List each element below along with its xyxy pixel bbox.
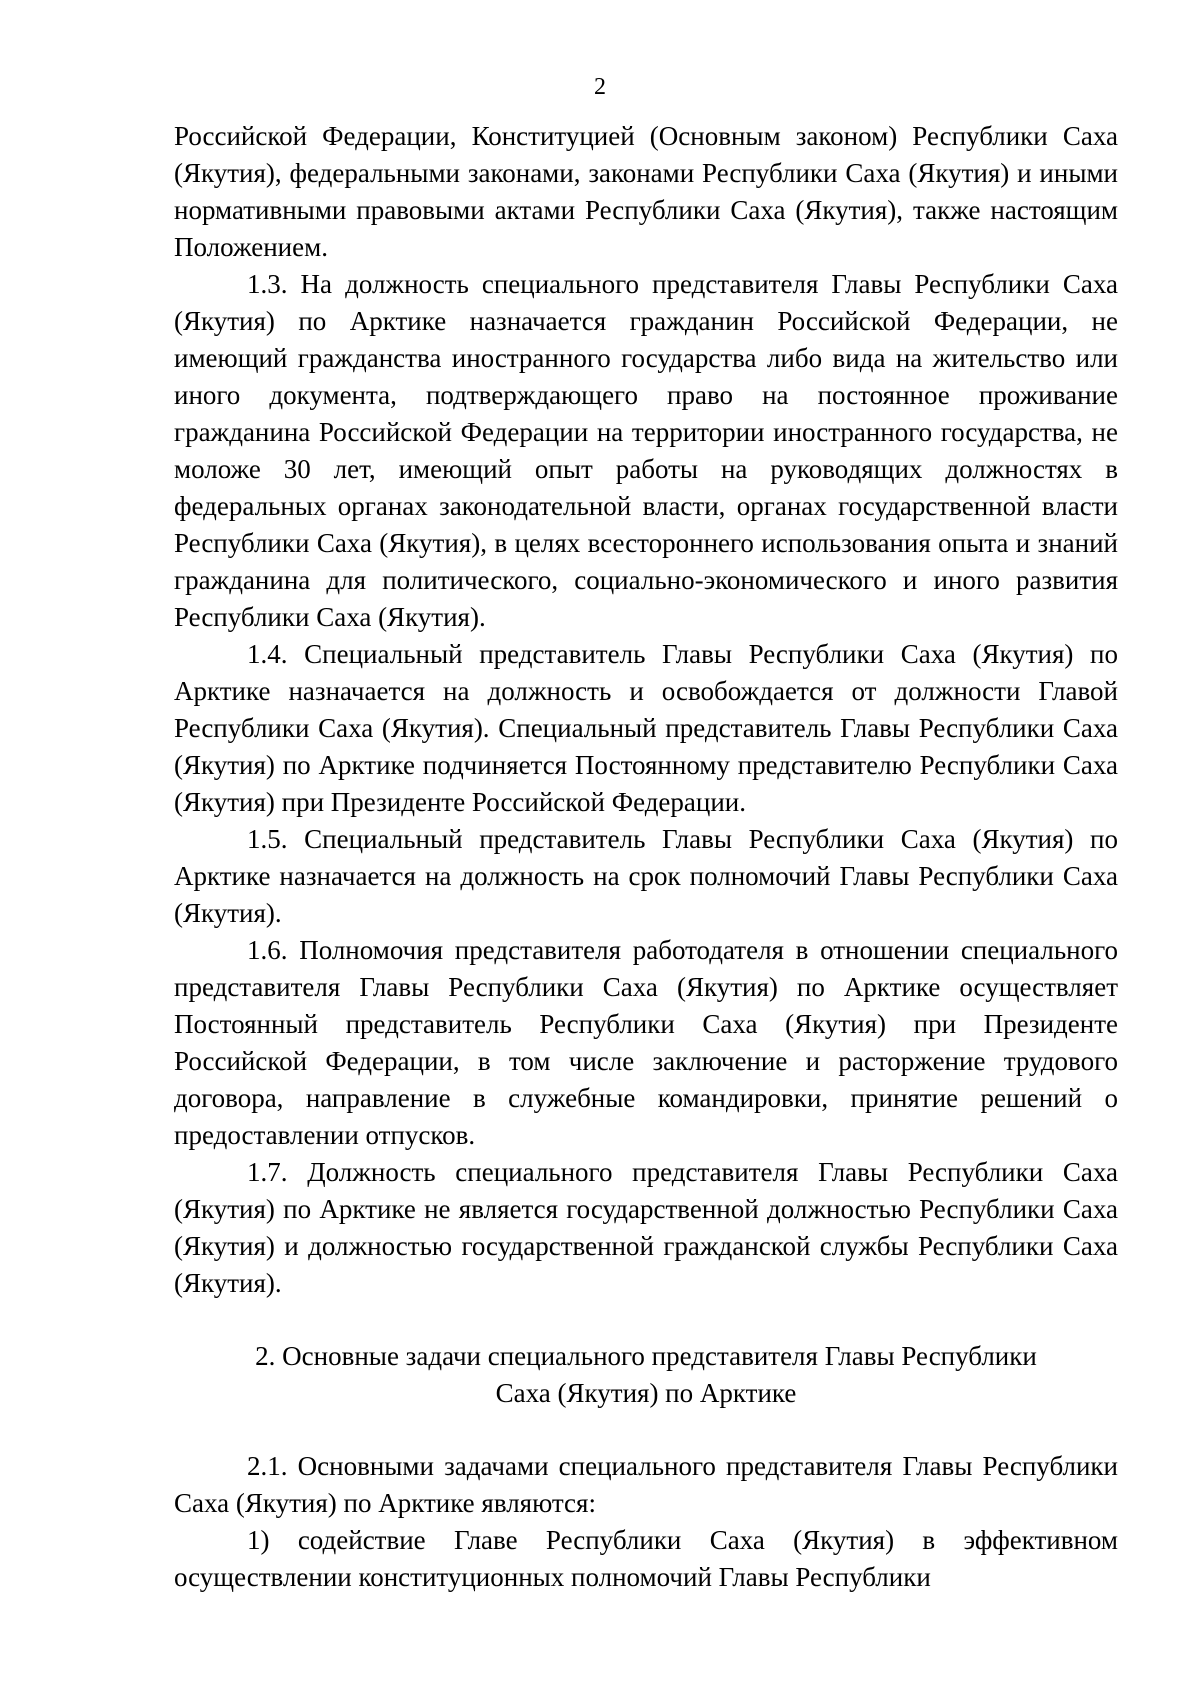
clause-1-7: 1.7. Должность специального представителя Главы Республики Саха (Якутия) по Арктике не является государственной должностью Республики Саха (Якутия) и должностью государственной гражданской службы Республики Саха (Якутия). xyxy=(174,1157,1118,1298)
clause-1-5: 1.5. Специальный представитель Главы Республики Саха (Якутия) по Арктике назначается на должность на срок полномочий Главы Республики Саха (Якутия). xyxy=(174,824,1118,928)
section-heading-line-2: Саха (Якутия) по Арктике xyxy=(495,1378,797,1408)
page-number: 2 xyxy=(594,74,606,100)
clause-1-3: 1.3. На должность специального представителя Главы Республики Саха (Якутия) по Арктике назначается гражданин Российской Федерации, не имеющий гражданства иностранного государства либо вида на жительство или иного документа, подтверждающего право на постоянное проживание гражданина Российской Федерации на территории иностранного государства, не моложе 30 лет, имеющий опыт работы на руководящих должностях в федеральных органах законодательной власти, органах государственной власти Республики Саха (Якутия), в целях всестороннего использования опыта и знаний гражданина для политического, социально-экономического и иного развития Республики Саха (Якутия). xyxy=(174,269,1118,632)
section-heading xyxy=(174,1338,1118,1412)
clause-1-6: 1.6. Полномочия представителя работодателя в отношении специального представителя Главы Республики Саха (Якутия) по Арктике осуществляет Постоянный представитель Республики Саха (Якутия) при Президенте Российской Федерации, в том числе заключение и расторжение трудового договора, направление в служебные командировки, принятие решений о предоставлении отпусков. xyxy=(174,935,1118,1150)
document-body xyxy=(174,118,1118,1596)
clause-1-4: 1.4. Специальный представитель Главы Республики Саха (Якутия) по Арктике назначается на должность и освобождается от должности Главой Республики Саха (Якутия). Специальный представитель Главы Республики Саха (Якутия) по Арктике подчиняется Постоянному представителю Республики Саха (Якутия) при Президенте Российской Федерации. xyxy=(174,639,1118,817)
clause-2-1: 2.1. Основными задачами специального представителя Главы Республики Саха (Якутия) по Арктике являются: xyxy=(174,1451,1118,1518)
section-heading-line-1: 2. Основные задачи специального представителя Главы Республики xyxy=(255,1341,1037,1371)
clause-2-1-item-1: 1) содействие Главе Республики Саха (Якутия) в эффективном осуществлении конституционных полномочий Главы Республики xyxy=(174,1525,1118,1592)
paragraph-continuation: Российской Федерации, Конституцией (Основным законом) Республики Саха (Якутия), федеральными законами, законами Республики Саха (Якутия) и иными нормативными правовыми актами Республики Саха (Якутия), также настоящим Положением. xyxy=(174,121,1118,262)
